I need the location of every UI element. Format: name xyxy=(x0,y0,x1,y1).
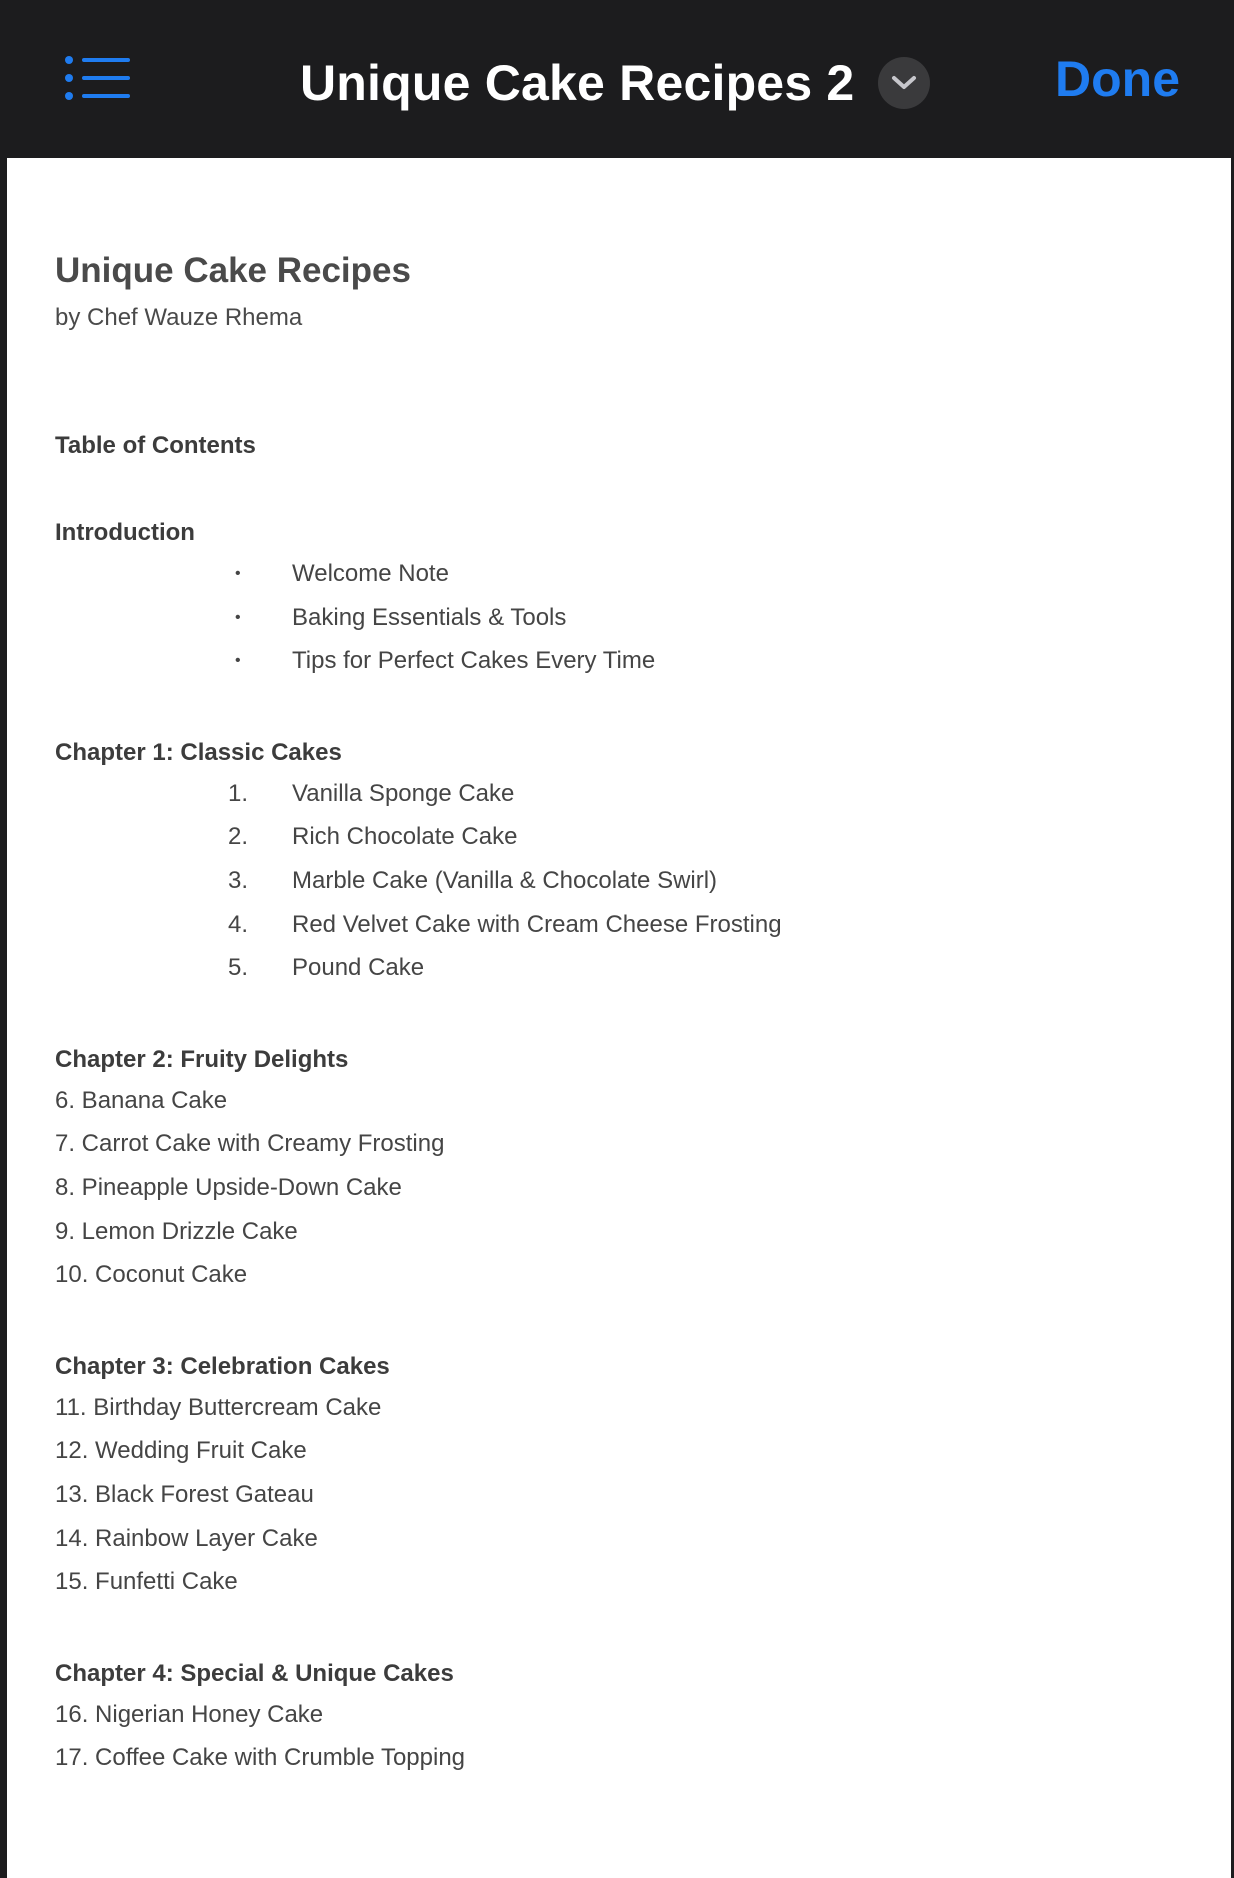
toc-heading: Table of Contents xyxy=(55,432,256,459)
chapter2-heading: Chapter 2: Fruity Delights xyxy=(55,1045,349,1073)
chevron-down-icon[interactable] xyxy=(878,57,930,109)
list-item: 2. Rich Chocolate Cake xyxy=(228,823,518,851)
chapter3-heading: Chapter 3: Celebration Cakes xyxy=(55,1352,390,1380)
chapter4-heading: Chapter 4: Special & Unique Cakes xyxy=(55,1659,454,1687)
document-page[interactable] xyxy=(7,158,1231,1878)
done-button[interactable]: Done xyxy=(1055,51,1180,107)
list-item: 11. Birthday Buttercream Cake xyxy=(55,1393,382,1421)
document-content xyxy=(55,246,1175,1780)
bullet: • xyxy=(235,608,241,626)
list-item: 9. Lemon Drizzle Cake xyxy=(55,1217,298,1245)
top-toolbar xyxy=(0,0,1234,158)
document-title-menu[interactable] xyxy=(300,48,930,118)
list-item: 13. Black Forest Gateau xyxy=(55,1480,314,1508)
list-item: 6. Banana Cake xyxy=(55,1086,228,1114)
list-item: 1. Vanilla Sponge Cake xyxy=(228,779,515,807)
introduction-heading: Introduction xyxy=(55,519,195,546)
author-byline: by Chef Wauze Rhema xyxy=(55,304,303,331)
list-item: 15. Funfetti Cake xyxy=(55,1568,238,1596)
list-item: 3. Marble Cake (Vanilla & Chocolate Swirl) xyxy=(228,866,718,894)
list-item: 5. Pound Cake xyxy=(228,954,425,982)
document-title: Unique Cake Recipes 2 xyxy=(300,55,855,111)
list-item: • Tips for Perfect Cakes Every Time xyxy=(55,639,1175,683)
list-item: • Baking Essentials & Tools xyxy=(55,596,1175,640)
list-icon[interactable] xyxy=(64,54,134,110)
list-item: 12. Wedding Fruit Cake xyxy=(55,1437,307,1465)
list-item: 7. Carrot Cake with Creamy Frosting xyxy=(55,1130,445,1158)
list-item: 16. Nigerian Honey Cake xyxy=(55,1700,324,1728)
document-heading: Unique Cake Recipes xyxy=(55,251,411,290)
list-item: 14. Rainbow Layer Cake xyxy=(55,1524,318,1552)
list-item: 8. Pineapple Upside-Down Cake xyxy=(55,1173,402,1201)
bullet: • xyxy=(235,652,241,670)
chapter1-heading: Chapter 1: Classic Cakes xyxy=(55,738,342,766)
list-item: 17. Coffee Cake with Crumble Topping xyxy=(55,1744,466,1772)
list-item: 4. Red Velvet Cake with Cream Cheese Frosting xyxy=(228,910,782,938)
list-item: • Welcome Note xyxy=(55,552,1175,596)
bullet: • xyxy=(235,565,241,582)
list-item: 10. Coconut Cake xyxy=(55,1261,248,1289)
